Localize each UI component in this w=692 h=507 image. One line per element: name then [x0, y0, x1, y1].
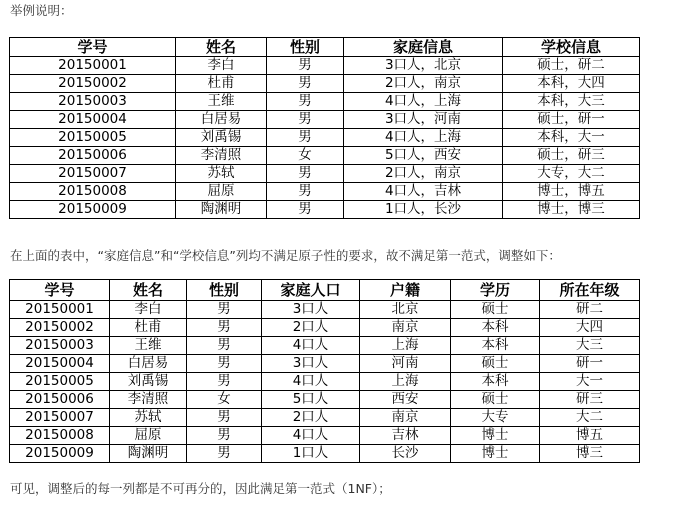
- header-school-info: 学校信息: [503, 38, 640, 57]
- cell-student-id: 20150002: [10, 75, 176, 93]
- cell-name: 杜甫: [176, 75, 267, 93]
- cell-family-size: 1口人: [262, 445, 360, 463]
- cell-student-id: 20150003: [10, 337, 110, 355]
- table-row: [10, 427, 640, 445]
- cell-hometown: 河南: [360, 355, 451, 373]
- cell-family-size: 4口人: [262, 337, 360, 355]
- header-student-id: 学号: [10, 38, 176, 57]
- cell-grade: 博五: [540, 427, 640, 445]
- cell-school-info: 硕士，研三: [503, 147, 640, 165]
- table-row: [10, 57, 640, 75]
- cell-family-size: 4口人: [262, 373, 360, 391]
- cell-degree: 大专: [451, 409, 540, 427]
- cell-name: 白居易: [176, 111, 267, 129]
- cell-grade: 大二: [540, 409, 640, 427]
- cell-family-info: 1口人，长沙: [344, 201, 503, 219]
- header-degree: 学历: [451, 280, 540, 301]
- cell-name: 李白: [176, 57, 267, 75]
- cell-name: 刘禹锡: [110, 373, 187, 391]
- header-hometown: 户籍: [360, 280, 451, 301]
- cell-hometown: 南京: [360, 409, 451, 427]
- cell-grade: 大四: [540, 319, 640, 337]
- cell-name: 刘禹锡: [176, 129, 267, 147]
- cell-name: 苏轼: [110, 409, 187, 427]
- cell-gender: 男: [187, 427, 262, 445]
- cell-grade: 研一: [540, 355, 640, 373]
- cell-name: 陶渊明: [110, 445, 187, 463]
- cell-student-id: 20150009: [10, 445, 110, 463]
- cell-family-info: 5口人，西安: [344, 147, 503, 165]
- cell-gender: 男: [267, 57, 344, 75]
- cell-student-id: 20150006: [10, 147, 176, 165]
- cell-degree: 博士: [451, 427, 540, 445]
- cell-family-size: 3口人: [262, 355, 360, 373]
- cell-student-id: 20150005: [10, 373, 110, 391]
- table-row: [10, 337, 640, 355]
- cell-school-info: 硕士，研一: [503, 111, 640, 129]
- cell-gender: 男: [267, 183, 344, 201]
- cell-hometown: 北京: [360, 301, 451, 319]
- table-header-row: [10, 38, 640, 57]
- cell-hometown: 西安: [360, 391, 451, 409]
- cell-school-info: 本科，大四: [503, 75, 640, 93]
- cell-gender: 男: [267, 201, 344, 219]
- cell-gender: 女: [267, 147, 344, 165]
- cell-grade: 研三: [540, 391, 640, 409]
- cell-family-info: 2口人，南京: [344, 165, 503, 183]
- table-row: [10, 147, 640, 165]
- table-row: [10, 183, 640, 201]
- header-name: 姓名: [176, 38, 267, 57]
- cell-student-id: 20150001: [10, 301, 110, 319]
- table-row: [10, 355, 640, 373]
- cell-student-id: 20150003: [10, 93, 176, 111]
- cell-degree: 本科: [451, 373, 540, 391]
- cell-grade: 研二: [540, 301, 640, 319]
- cell-grade: 大三: [540, 337, 640, 355]
- cell-family-size: 2口人: [262, 409, 360, 427]
- cell-school-info: 本科，大三: [503, 93, 640, 111]
- non-1nf-table: [9, 37, 640, 219]
- cell-degree: 硕士: [451, 301, 540, 319]
- table-row: [10, 75, 640, 93]
- table-row: [10, 445, 640, 463]
- cell-degree: 本科: [451, 337, 540, 355]
- cell-family-size: 5口人: [262, 391, 360, 409]
- table-row: [10, 319, 640, 337]
- cell-gender: 女: [187, 391, 262, 409]
- table-row: [10, 111, 640, 129]
- cell-student-id: 20150001: [10, 57, 176, 75]
- cell-degree: 硕士: [451, 391, 540, 409]
- table-row: [10, 409, 640, 427]
- cell-name: 李清照: [110, 391, 187, 409]
- cell-student-id: 20150007: [10, 165, 176, 183]
- conclusion-text: 可见，调整后的每一列都是不可再分的，因此满足第一范式（1NF）；: [10, 481, 391, 496]
- cell-gender: 男: [187, 445, 262, 463]
- cell-gender: 男: [187, 301, 262, 319]
- cell-family-info: 4口人，吉林: [344, 183, 503, 201]
- table-row: [10, 373, 640, 391]
- table-row: [10, 129, 640, 147]
- cell-gender: 男: [187, 337, 262, 355]
- cell-name: 杜甫: [110, 319, 187, 337]
- table-row: [10, 165, 640, 183]
- cell-degree: 博士: [451, 445, 540, 463]
- cell-student-id: 20150006: [10, 391, 110, 409]
- table-header-row: [10, 280, 640, 301]
- cell-gender: 男: [267, 129, 344, 147]
- cell-student-id: 20150007: [10, 409, 110, 427]
- cell-gender: 男: [187, 409, 262, 427]
- cell-name: 王维: [176, 93, 267, 111]
- cell-family-info: 3口人，北京: [344, 57, 503, 75]
- cell-family-size: 2口人: [262, 319, 360, 337]
- header-family-size: 家庭人口: [262, 280, 360, 301]
- cell-student-id: 20150005: [10, 129, 176, 147]
- cell-name: 陶渊明: [176, 201, 267, 219]
- cell-student-id: 20150008: [10, 183, 176, 201]
- cell-student-id: 20150004: [10, 355, 110, 373]
- cell-gender: 男: [267, 93, 344, 111]
- table-row: [10, 391, 640, 409]
- cell-grade: 博三: [540, 445, 640, 463]
- cell-name: 李白: [110, 301, 187, 319]
- cell-family-size: 4口人: [262, 427, 360, 445]
- cell-hometown: 南京: [360, 319, 451, 337]
- cell-school-info: 硕士，研二: [503, 57, 640, 75]
- cell-name: 李清照: [176, 147, 267, 165]
- cell-hometown: 上海: [360, 337, 451, 355]
- intro-text: 举例说明：: [10, 3, 73, 18]
- cell-name: 屈原: [176, 183, 267, 201]
- cell-student-id: 20150004: [10, 111, 176, 129]
- cell-name: 白居易: [110, 355, 187, 373]
- cell-name: 王维: [110, 337, 187, 355]
- cell-student-id: 20150002: [10, 319, 110, 337]
- header-gender: 性别: [187, 280, 262, 301]
- cell-family-info: 4口人，上海: [344, 129, 503, 147]
- cell-school-info: 本科，大一: [503, 129, 640, 147]
- cell-family-info: 4口人，上海: [344, 93, 503, 111]
- cell-gender: 男: [187, 355, 262, 373]
- cell-school-info: 大专，大二: [503, 165, 640, 183]
- header-student-id: 学号: [10, 280, 110, 301]
- cell-name: 苏轼: [176, 165, 267, 183]
- cell-gender: 男: [187, 319, 262, 337]
- cell-degree: 硕士: [451, 355, 540, 373]
- cell-family-info: 3口人，河南: [344, 111, 503, 129]
- cell-family-info: 2口人，南京: [344, 75, 503, 93]
- cell-hometown: 吉林: [360, 427, 451, 445]
- cell-grade: 大一: [540, 373, 640, 391]
- explanation-text: 在上面的表中，“家庭信息”和“学校信息”列均不满足原子性的要求，故不满足第一范式，调整如下：: [10, 248, 561, 263]
- header-gender: 性别: [267, 38, 344, 57]
- cell-degree: 本科: [451, 319, 540, 337]
- cell-family-size: 3口人: [262, 301, 360, 319]
- header-grade: 所在年级: [540, 280, 640, 301]
- table-row: [10, 201, 640, 219]
- cell-student-id: 20150009: [10, 201, 176, 219]
- 1nf-table: [9, 279, 640, 463]
- cell-gender: 男: [267, 111, 344, 129]
- cell-school-info: 博士，博三: [503, 201, 640, 219]
- cell-gender: 男: [187, 373, 262, 391]
- cell-student-id: 20150008: [10, 427, 110, 445]
- cell-gender: 男: [267, 165, 344, 183]
- cell-name: 屈原: [110, 427, 187, 445]
- cell-school-info: 博士，博五: [503, 183, 640, 201]
- cell-hometown: 上海: [360, 373, 451, 391]
- header-family-info: 家庭信息: [344, 38, 503, 57]
- table-row: [10, 301, 640, 319]
- header-name: 姓名: [110, 280, 187, 301]
- cell-hometown: 长沙: [360, 445, 451, 463]
- table-row: [10, 93, 640, 111]
- cell-gender: 男: [267, 75, 344, 93]
